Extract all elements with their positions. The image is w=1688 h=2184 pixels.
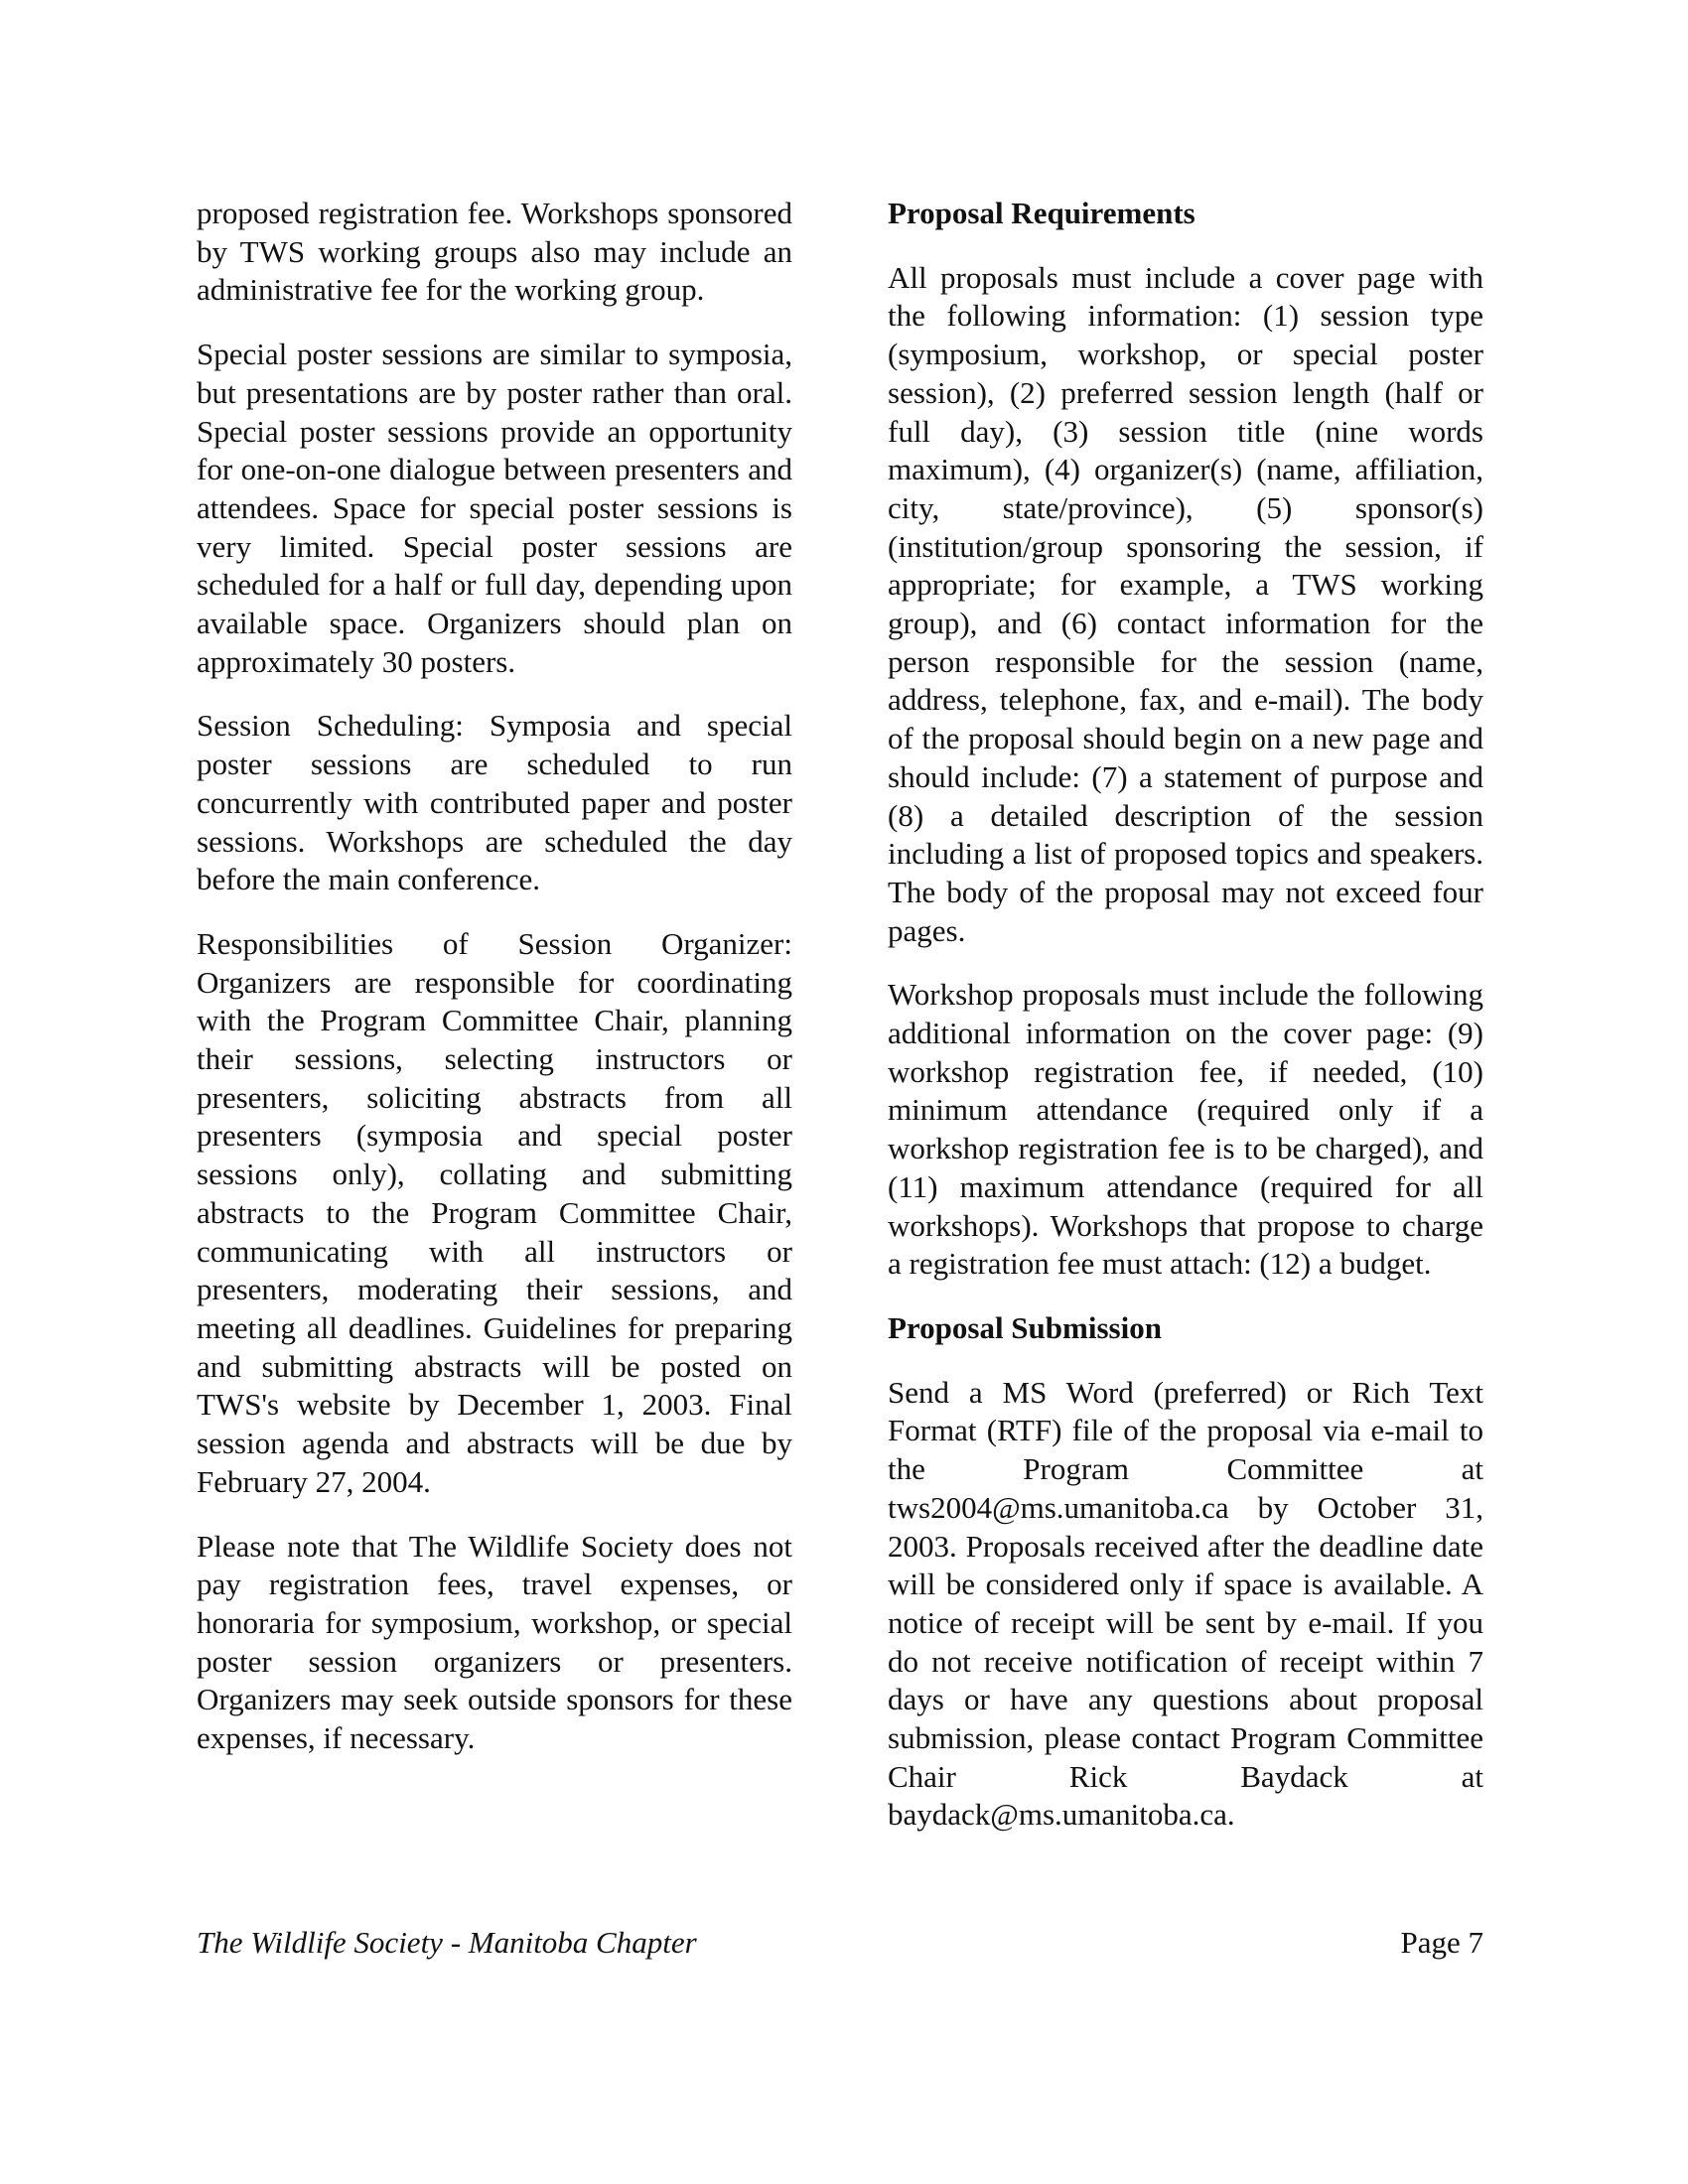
footer-publication-title: The Wildlife Society - Manitoba Chapter [197,1925,697,1960]
paragraph-workshop-requirements: Workshop proposals must include the following additional information on the cover page: (9) workshop registration fee, if needed, (10) minimum attendance (required only if a workshop registration fee is to be charged), and (11) maximum attendance (required for all workshops). Workshops that propose to charge a registration fee must attach: (12) a budget. [888,977,1483,1282]
proposal-submission-heading: Proposal Submission [888,1309,1162,1345]
paragraph-registration-fee: proposed registration fee. Workshops sponsored by TWS working groups also may include an administrative fee for the working group. [197,196,792,308]
paragraph-session-scheduling: Session Scheduling: Symposia and special poster sessions are scheduled to run concurrently with contributed paper and poster sessions. Workshops are scheduled the day before the main conference. [197,708,792,897]
paragraph-special-poster-sessions: Special poster sessions are similar to symposia, but presentations are by poster rather than oral. Special poster sessions provide an opportunity for one-on-one dialogue between presenters and attendees. Space for special poster sessions is very limited. Special poster sessions are scheduled for a half or full day, depending upon available space. Organizers should plan on approximately 30 posters. [197,337,792,679]
footer-page-number: Page 7 [1400,1925,1483,1960]
paragraph-organizer-responsibilities: Responsibilities of Session Organizer: Organizers are responsible for coordinating with the Program Committee Chair, planning their sessions, selecting instructors or presenters, soliciting abstracts from all presenters (symposia and special poster sessions only), collating and submitting abstracts to the Program Committee Chair, communicating with all instructors or presenters, moderating their sessions, and meeting all deadlines. Guidelines for preparing and submitting abstracts will be posted on TWS's website by December 1, 2003. Final session agenda and abstracts will be due by February 27, 2004. [197,925,792,1499]
left-column [197,195,792,1784]
right-column [888,195,1483,1860]
proposal-requirements-heading: Proposal Requirements [888,196,1196,230]
paragraph-fees-note: Please note that The Wildlife Society does not pay registration fees, travel expenses, or honoraria for symposium, workshop, or special poster session organizers or presenters. Organizers may seek outside sponsors for these expenses, if necessary. [197,1528,792,1756]
paragraph-proposal-submission: Send a MS Word (preferred) or Rich Text Format (RTF) file of the proposal via e-mail to the Program Committee at tws2004@ms.umanitoba.ca by October 31, 2003. Proposals received after the deadline date will be considered only if space is available. A notice of receipt will be sent by e-mail. If you do not receive notification of receipt within 7 days or have any questions about proposal submission, please contact Program Committee Chair Rick Baydack at baydack@ms.umanitoba.ca. [888,1374,1483,1833]
paragraph-cover-page-requirements: All proposals must include a cover page with the following information: (1) session type (symposium, workshop, or special poster session), (2) preferred session length (half or full day), (3) session title (nine words maximum), (4) organizer(s) (name, affiliation, city, state/province), (5) sponsor(s) (institution/group sponsoring the session, if appropriate; for example, a TWS working group), and (6) contact information for the person responsible for the session (name, address, telephone, fax, and e-mail). The body of the proposal should begin on a new page and should include: (7) a statement of purpose and (8) a detailed description of the session including a list of proposed topics and speakers. The body of the proposal may not exceed four pages. [888,259,1483,948]
